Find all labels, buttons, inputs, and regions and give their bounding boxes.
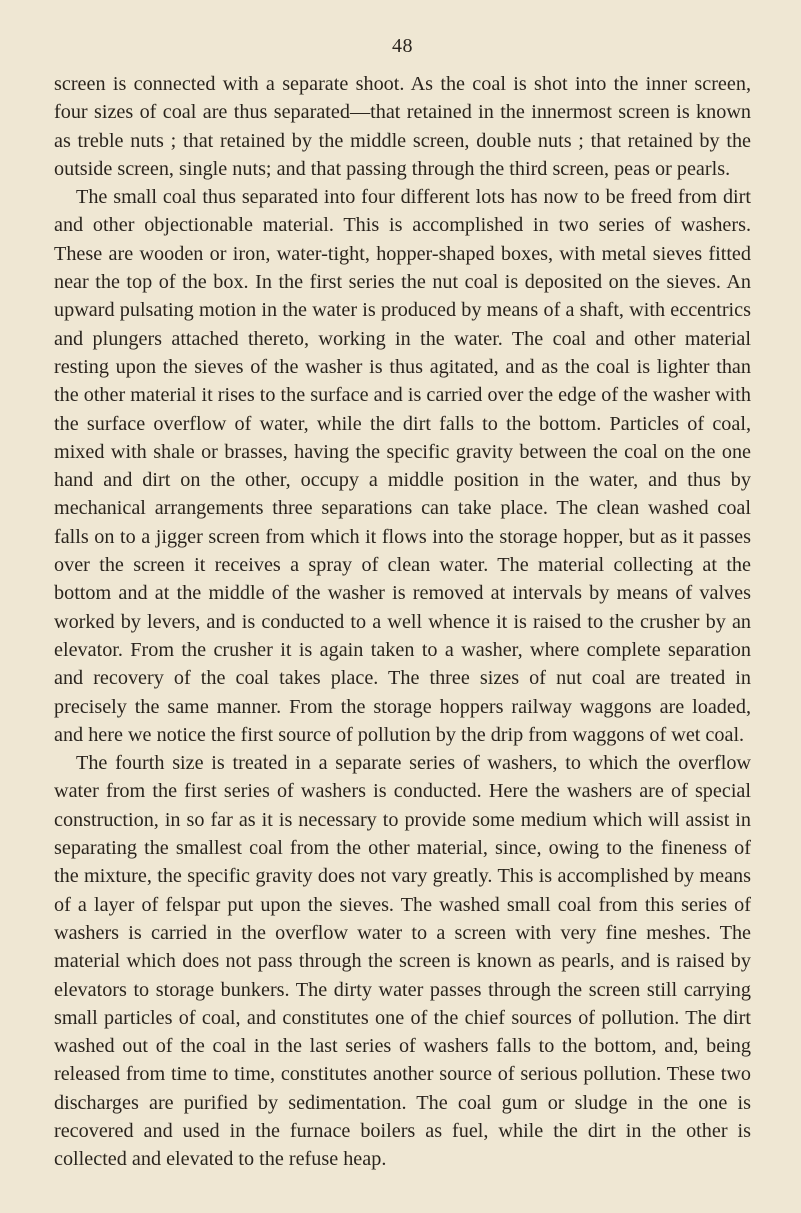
paragraph-washers: The small coal thus separated into four different lots has now to be freed from dirt and other objectionable material. This is accomplished in two series of washers. These are wooden or iron, water-tight, hopper-shaped boxes, with metal sieves fitted near the top of the box. In the first series the nut coal is deposited on the sieves. An upward pulsating motion in the water is produced by means of a shaft, with eccentrics and plungers attached thereto, working in the water. The coal and other material resting upon the sieves of the washer is thus agitated, and as the coal is lighter than the other material it rises to the surface and is carried over the edge of the washer with the surface overflow of water, while the dirt falls to the bottom. Particles of coal, mixed with shale or brasses, having the specific gravity between the coal on the one hand and dirt on the other, occupy a middle position in the water, and thus by mechanical arrangements three separations can take place. The clean washed coal falls on to a jigger screen from which it flows into the storage hopper, but as it passes over the screen it receives a spray of clean water. The material collecting at the bottom and at the middle of the washer is removed at intervals by means of valves worked by levers, and is conducted to a well whence it is raised to the crusher by an elevator. From the crusher it is again taken to a washer, where complete separation and recovery of the coal takes place. The three sizes of nut coal are treated in precisely the same manner. From the storage hoppers railway waggons are loaded, and here we notice the first source of pollution by the drip from waggons of wet coal. xyxy=(54,186,751,746)
page-number: 48 xyxy=(392,35,413,57)
paragraph-fourth-size: The fourth size is treated in a separate series of washers, to which the overflow water from the first series of washers is conducted. Here the washers are of special construction, in so far as it is necessary to provide some medium which will assist in separating the smallest coal from the other material, since, owing to the fineness of the mixture, the specific gravity does not vary greatly. This is accomplished by means of a layer of felspar put upon the sieves. The washed small coal from this series of washers is carried in the overflow water to a screen with very fine meshes. The material which does not pass through the screen is known as pearls, and is raised by elevators to storage bunkers. The dirty water passes through the screen still carrying small particles of coal, and constitutes one of the chief sources of pollution. The dirt washed out of the coal in the last series of washers falls to the bottom, and, being released from time to time, constitutes another source of serious pollution. These two discharges are purified by sedimentation. The coal gum or sludge in the one is recovered and used in the furnace boilers as fuel, while the dirt in the other is collected and elevated to the refuse heap. xyxy=(54,752,751,1171)
body-text xyxy=(54,70,751,1174)
paragraph-screen-sizes: screen is connected with a separate shoot. As the coal is shot into the inner screen, four sizes of coal are thus separated—that retained in the innermost screen is known as treble nuts ; that retained by the middle screen, double nuts ; that retained by the outside screen, single nuts; and that passing through the third screen, peas or pearls. xyxy=(54,73,751,180)
